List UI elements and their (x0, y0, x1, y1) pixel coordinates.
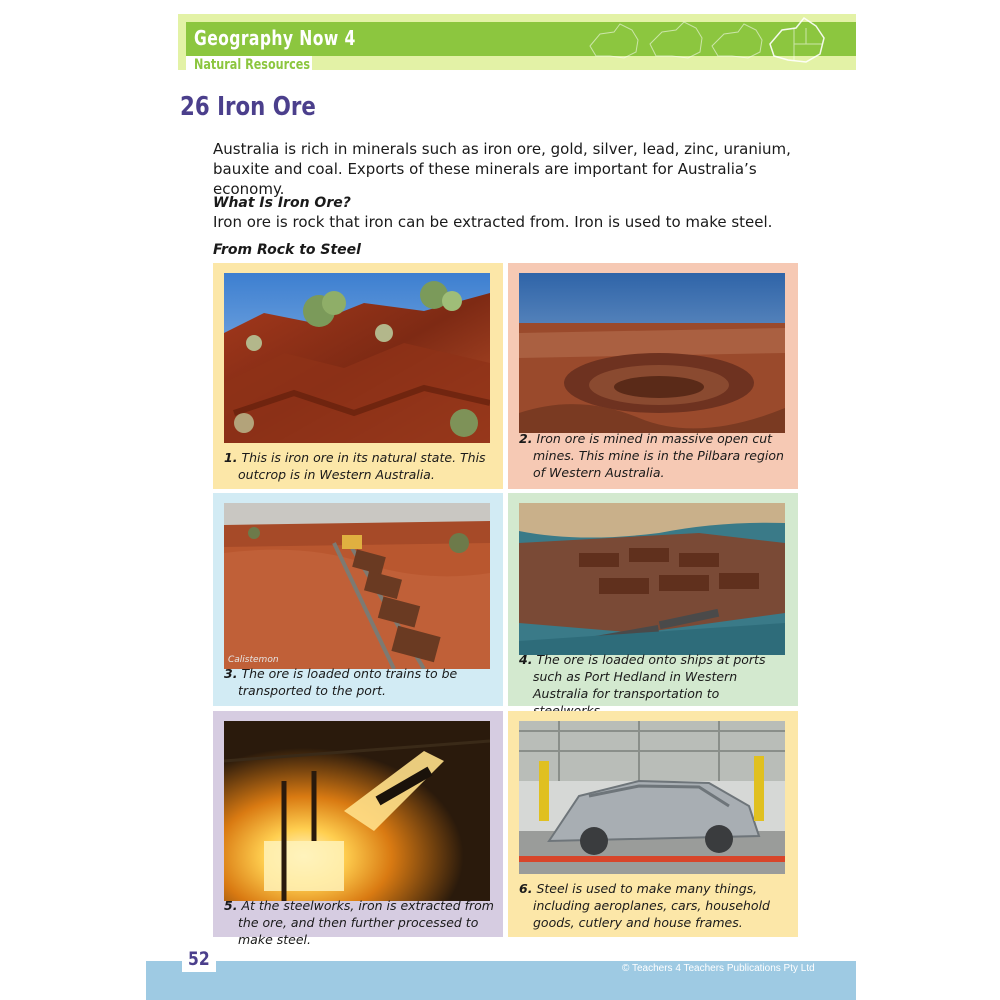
panel-3-caption: 3. The ore is loaded onto trains to be transported to the port. (224, 666, 458, 698)
what-is-heading: What Is Iron Ore? (213, 195, 351, 211)
open-cut-mine-photo (519, 273, 785, 443)
copyright-notice: © Teachers 4 Teachers Publications Pty Ltd (622, 963, 815, 974)
panel-2-caption: 2. Iron ore is mined in massive open cut mines. This mine is in the Pilbara region of Western Australia. (519, 431, 784, 480)
panel-5 (213, 711, 503, 947)
panel-2 (508, 263, 798, 489)
page-title: 26 Iron Ore (180, 92, 316, 122)
panel-4 (508, 493, 798, 706)
panel-6-caption: 6. Steel is used to make many things, including aeroplanes, cars, household goods, cutlery and house frames. (519, 881, 770, 930)
process-heading: From Rock to Steel (213, 242, 361, 258)
panel-3 (213, 493, 503, 706)
panel-4-caption: 4. The ore is loaded onto ships at ports such as Port Hedland in Western Australia for transportation to (519, 652, 766, 701)
series-title: Geography Now 4 (194, 26, 356, 50)
panel-6 (508, 711, 798, 937)
photo-credit: Calistemon (228, 655, 279, 665)
car-factory-photo (519, 721, 785, 874)
page-number: 52 (188, 948, 210, 970)
iron-ore-outcrop-photo (224, 273, 490, 443)
intro-paragraph: Australia is rich in minerals such as iron ore, gold, silver, lead, zinc, uranium, bauxite and coal. Exports of these minerals are important for Australia’s economy. (213, 140, 791, 198)
panel-5-caption: 5. At the steelworks, iron is extracted from the ore, and then further processed to make steel. (224, 898, 494, 947)
australia-map-decoration (580, 16, 830, 68)
panel-1 (213, 263, 503, 489)
ore-train-photo (224, 503, 490, 669)
port-hedland-photo (519, 503, 785, 655)
panel-1-caption: 1. This is iron ore in its natural state. This outcrop is in Western Australia. (224, 450, 486, 482)
what-is-text: Iron ore is rock that iron can be extracted from. Iron is used to make steel. (213, 213, 773, 231)
section-label: Natural Resources (194, 57, 311, 73)
steelworks-photo (224, 721, 490, 901)
